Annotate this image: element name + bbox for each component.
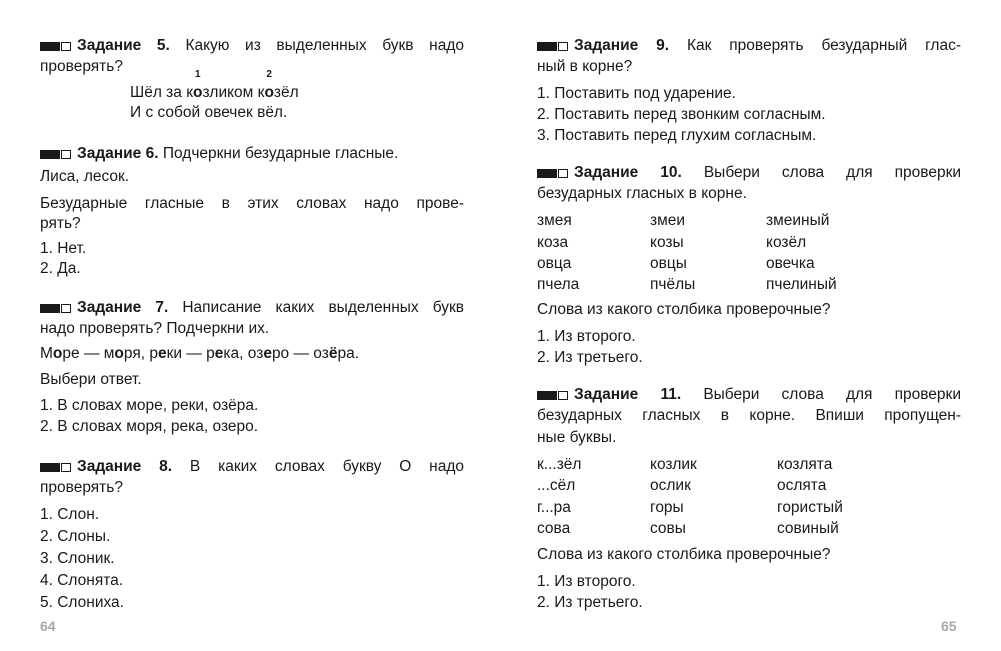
table-cell: ...сёл [537,477,576,494]
option-2: 2. Из третьего. [537,594,643,611]
table-cell: гористый [777,499,843,516]
task-question: Какую из выделенных букв надо [185,37,464,54]
task-statement-cont: рять? [40,215,81,232]
task-question: Выбери слова для проверки [703,386,961,403]
column-question: Слова из какого столбика проверочные? [537,301,831,318]
task-question-cont: безударных гласных в корне. Впиши пропущен- [537,407,961,424]
poem-text: Шёл за к [130,84,193,101]
table-cell: козы [650,234,684,251]
ex-text: ря, р [123,345,158,362]
task-question: Как проверять безударный глас- [686,37,961,54]
table-cell: змеи [650,212,686,229]
table-cell: козёл [766,234,807,251]
poem-text: зёл [273,84,299,101]
option-3: 3. Поставить перед глухим согласным. [537,127,817,144]
option-1: 1. В словах море, реки, озёра. [40,397,259,414]
highlighted-letter: е [157,345,167,362]
task-label: Задание 6. [77,145,159,162]
ex-text: ре — м [62,345,115,362]
task-question-cont: проверять? [40,58,123,75]
table-cell: горы [650,499,684,516]
poem-line-2: И с собой овечек вёл. [130,104,288,121]
table-cell: козлята [777,456,833,473]
letter: о [264,84,274,101]
highlighted-letter-2 [264,69,274,102]
table-cell: пчела [537,276,580,293]
option-4: 4. Слонята. [40,572,124,589]
ex-text: ки — р [166,345,215,362]
option-2: 2. Да. [40,260,81,277]
task-statement: Безударные гласные в этих словах надо прове- [40,195,464,212]
battery-icon [537,165,568,183]
highlighted-letter: е [214,345,224,362]
task-label: Задание 9. [574,37,670,54]
task-question: Подчеркни безударные гласные. [162,145,399,162]
task-label: Задание 10. [574,164,682,181]
table-cell: совы [650,520,686,537]
task-question-cont: ный в корне? [537,58,633,75]
letter: о [193,84,203,101]
battery-icon [40,300,71,318]
table-cell: овца [537,255,572,272]
highlighted-letter: о [52,345,63,362]
option-3: 3. Слоник. [40,550,115,567]
table-cell: ослик [650,477,691,494]
option-2: 2. В словах моря, река, озеро. [40,418,259,435]
option-5: 5. Слониха. [40,594,124,611]
battery-icon [537,38,568,56]
table-cell: змеиный [766,212,830,229]
battery-icon [537,387,568,405]
table-cell: козлик [650,456,697,473]
table-cell: пчелиный [766,276,837,293]
poem-line-1 [130,69,299,102]
poem-text: зликом к [202,84,265,101]
page-number-right: 65 [941,618,957,634]
table-cell: пчёлы [650,276,696,293]
task-question: Выбери слова для проверки [703,164,962,181]
option-1: 1. Слон. [40,506,100,523]
option-1: 1. Из второго. [537,573,636,590]
table-cell: сова [537,520,571,537]
table-cell: г...ра [537,499,571,516]
option-1: 1. Поставить под ударение. [537,85,736,102]
ex-text: ро — оз [271,345,329,362]
ex-text: ра. [337,345,360,362]
highlighted-letter-1 [193,69,203,102]
task-question-cont: надо проверять? Подчеркни их. [40,320,270,337]
task-question-cont: безударных гласных в корне. [537,185,747,202]
battery-icon [40,38,71,56]
table-cell: ослята [777,477,827,494]
highlighted-letter: о [114,345,124,362]
task-question: В каких словах букву О надо [189,458,465,475]
battery-icon [40,459,71,477]
task-question: Написание каких выделенных букв [182,299,464,316]
battery-icon [40,146,71,164]
page-number-left: 64 [40,618,56,634]
option-1: 1. Нет. [40,240,87,257]
task-label: Задание 7. [77,299,169,316]
ex-text: М [40,345,53,362]
highlighted-letter: е [263,345,272,362]
option-2: 2. Слоны. [40,528,111,545]
task-label: Задание 8. [77,458,173,475]
table-cell: совиный [777,520,839,537]
table-cell: к...зёл [537,456,582,473]
table-cell: овцы [650,255,687,272]
column-question: Слова из какого столбика проверочные? [537,546,831,563]
superscript-2: 2 [266,69,272,80]
table-cell: коза [537,234,569,251]
option-1: 1. Из второго. [537,328,636,345]
task-label: Задание 5. [77,37,170,54]
task-words: Лиса, лесок. [40,168,130,185]
highlighted-letter: ё [328,345,338,362]
example-line [40,345,359,363]
table-cell: овечка [766,255,815,272]
task-question-cont: ные буквы. [537,429,617,446]
option-2: 2. Из третьего. [537,349,643,366]
superscript-1: 1 [194,69,201,80]
task-question-cont: проверять? [40,479,123,496]
task-label: Задание 11. [574,386,682,403]
option-2: 2. Поставить перед звонким согласным. [537,106,826,123]
ex-text: ка, оз [223,345,264,362]
choose-answer: Выбери ответ. [40,371,142,388]
table-cell: змея [537,212,572,229]
